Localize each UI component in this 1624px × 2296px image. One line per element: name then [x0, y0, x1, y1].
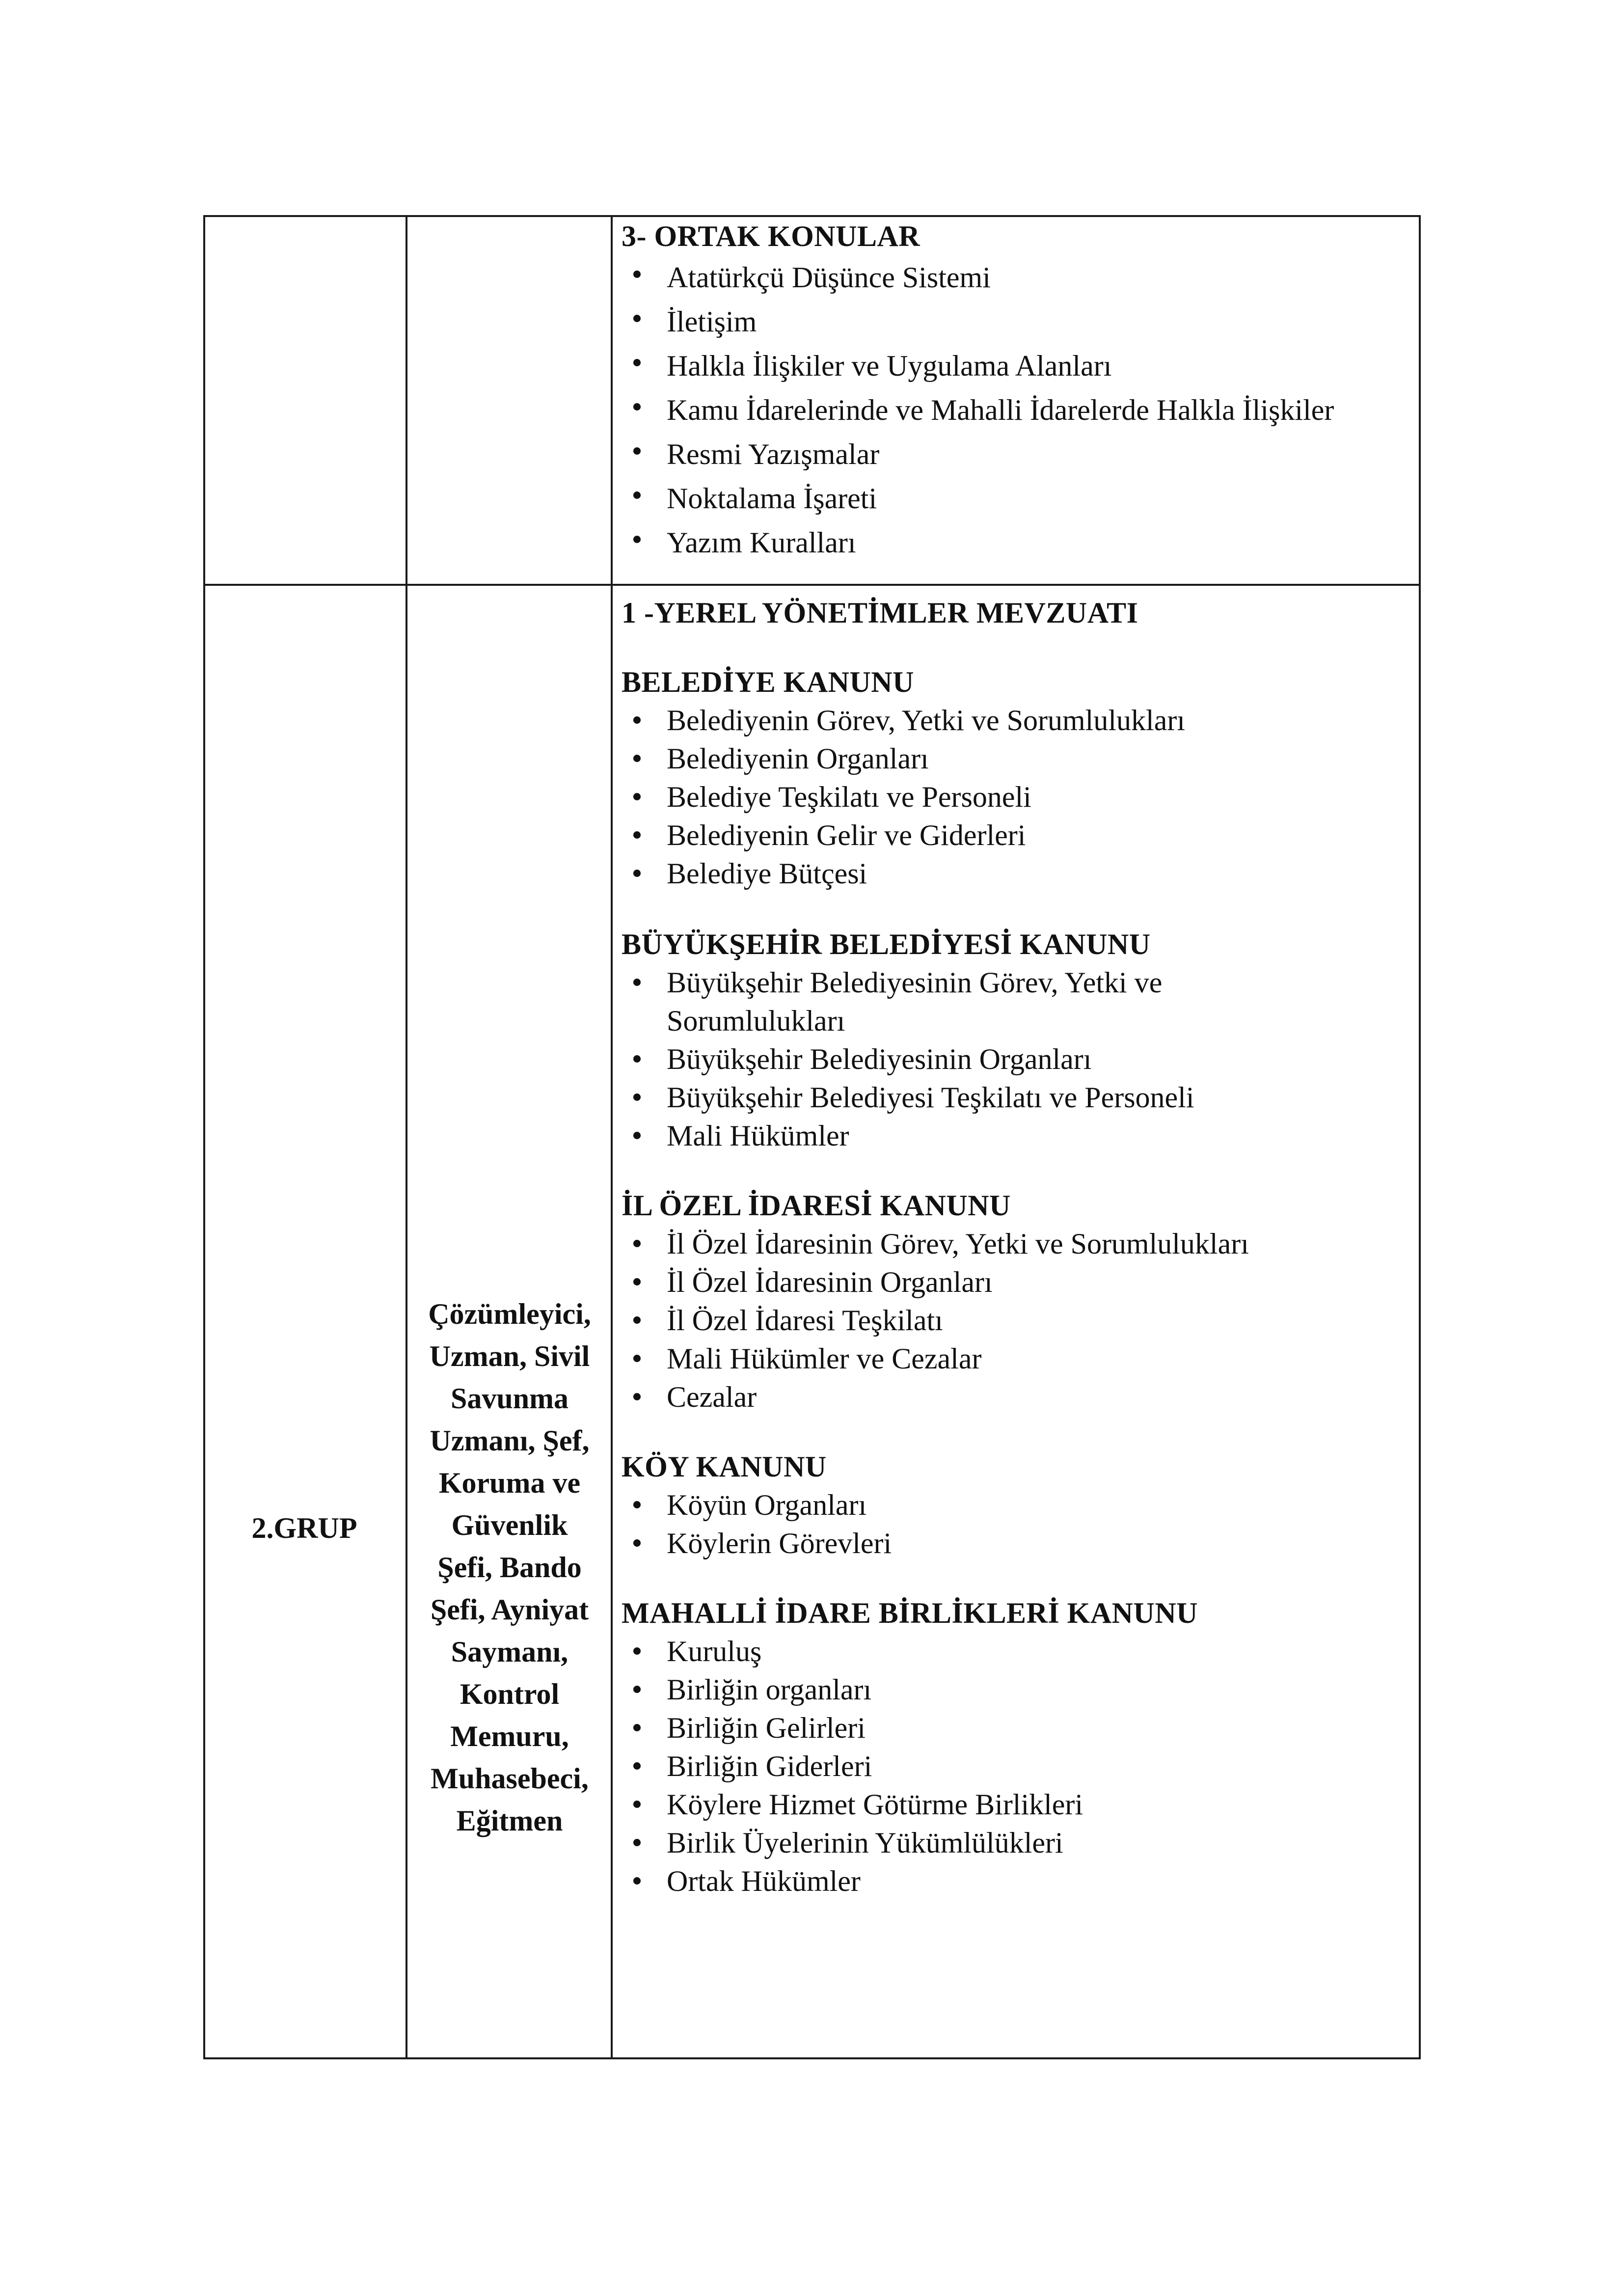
topic-list	[622, 701, 1397, 893]
list-item: Atatürkçü Düşünce Sistemi	[622, 255, 1397, 300]
role-line: Memuru,	[450, 1720, 569, 1752]
role-line: Uzmanı, Şef,	[430, 1424, 590, 1457]
list-item: Belediyenin Organları	[622, 739, 1397, 778]
list-item: İl Özel İdaresinin Organları	[622, 1263, 1397, 1301]
table-border-right	[1419, 215, 1421, 2059]
list-item: Kuruluş	[622, 1632, 1397, 1670]
list-item: Birlik Üyelerinin Yükümlülükleri	[622, 1824, 1397, 1862]
list-item: İl Özel İdaresi Teşkilatı	[622, 1301, 1397, 1339]
list-item: Köylere Hizmet Götürme Birlikleri	[622, 1785, 1397, 1824]
section-heading: 3- ORTAK KONULAR	[622, 220, 920, 252]
section-heading: BÜYÜKŞEHİR BELEDİYESİ KANUNU	[622, 928, 1151, 960]
list-item: Mali Hükümler	[622, 1117, 1397, 1155]
table-row-divider	[203, 584, 1421, 586]
topic-list	[622, 1632, 1397, 1900]
role-line: Şefi, Ayniyat	[430, 1593, 589, 1626]
role-line: Eğitmen	[456, 1804, 563, 1837]
list-item: Köylerin Görevleri	[622, 1524, 1397, 1562]
list-item: Kamu İdarelerinde ve Mahalli İdarelerde Halkla İlişkiler	[622, 388, 1397, 432]
list-item: Belediyenin Gelir ve Giderleri	[622, 816, 1397, 854]
list-item: Yazım Kuralları	[622, 520, 1397, 565]
list-item: Halkla İlişkiler ve Uygulama Alanları	[622, 344, 1397, 388]
list-item: Noktalama İşareti	[622, 476, 1397, 520]
section-heading: MAHALLİ İDARE BİRLİKLERİ KANUNU	[622, 1597, 1198, 1629]
list-item: Köyün Organları	[622, 1486, 1397, 1524]
role-line: Kontrol	[460, 1678, 560, 1710]
role-line: Savunma	[450, 1382, 569, 1415]
list-item: Belediye Bütçesi	[622, 854, 1397, 893]
list-item: Büyükşehir Belediyesinin Organları	[622, 1040, 1397, 1078]
row1-content-cell	[622, 217, 1397, 565]
list-item: Cezalar	[622, 1378, 1397, 1416]
role-line: Çözümleyici,	[428, 1298, 591, 1330]
topic-list	[622, 1225, 1397, 1416]
section-title: 1 -YEREL YÖNETİMLER MEVZUATI	[622, 597, 1138, 629]
role-line: Uzman, Sivil	[429, 1340, 590, 1372]
section-heading: KÖY KANUNU	[622, 1450, 827, 1483]
list-item: Ortak Hükümler	[622, 1862, 1397, 1900]
list-item: Birliğin Gelirleri	[622, 1709, 1397, 1747]
list-item: Belediye Teşkilatı ve Personeli	[622, 778, 1397, 816]
topic-list	[622, 1486, 1397, 1562]
topic-list	[622, 963, 1397, 1155]
group-label: 2.GRUP	[251, 1512, 357, 1544]
list-item: Birliğin Giderleri	[622, 1747, 1397, 1785]
role-line: Muhasebeci,	[431, 1762, 589, 1795]
list-item: İletişim	[622, 300, 1397, 344]
syllabus-table	[203, 215, 1421, 2059]
list-item: Mali Hükümler ve Cezalar	[622, 1339, 1397, 1378]
list-item: Büyükşehir Belediyesi Teşkilatı ve Personeli	[622, 1078, 1397, 1117]
list-item: Büyükşehir Belediyesinin Görev, Yetki ve Sorumlulukları	[622, 963, 1231, 1040]
table-border-left	[203, 215, 205, 2059]
role-titles	[406, 1293, 613, 1842]
list-item: Resmi Yazışmalar	[622, 432, 1397, 476]
role-line: Saymanı,	[451, 1636, 568, 1668]
table-border-bottom	[203, 2057, 1421, 2059]
list-item: Birliğin organları	[622, 1670, 1397, 1709]
role-line: Güvenlik	[451, 1509, 568, 1541]
role-line: Koruma ve	[438, 1467, 581, 1499]
section-heading: BELEDİYE KANUNU	[622, 666, 914, 698]
row2-content-cell	[622, 588, 1397, 1900]
role-line: Şefi, Bando	[437, 1551, 582, 1584]
list-item: Belediyenin Görev, Yetki ve Sorumlulukları	[622, 701, 1397, 739]
topic-list	[622, 255, 1397, 565]
list-item: İl Özel İdaresinin Görev, Yetki ve Sorumlulukları	[622, 1225, 1397, 1263]
section-heading: İL ÖZEL İDARESİ KANUNU	[622, 1189, 1011, 1222]
